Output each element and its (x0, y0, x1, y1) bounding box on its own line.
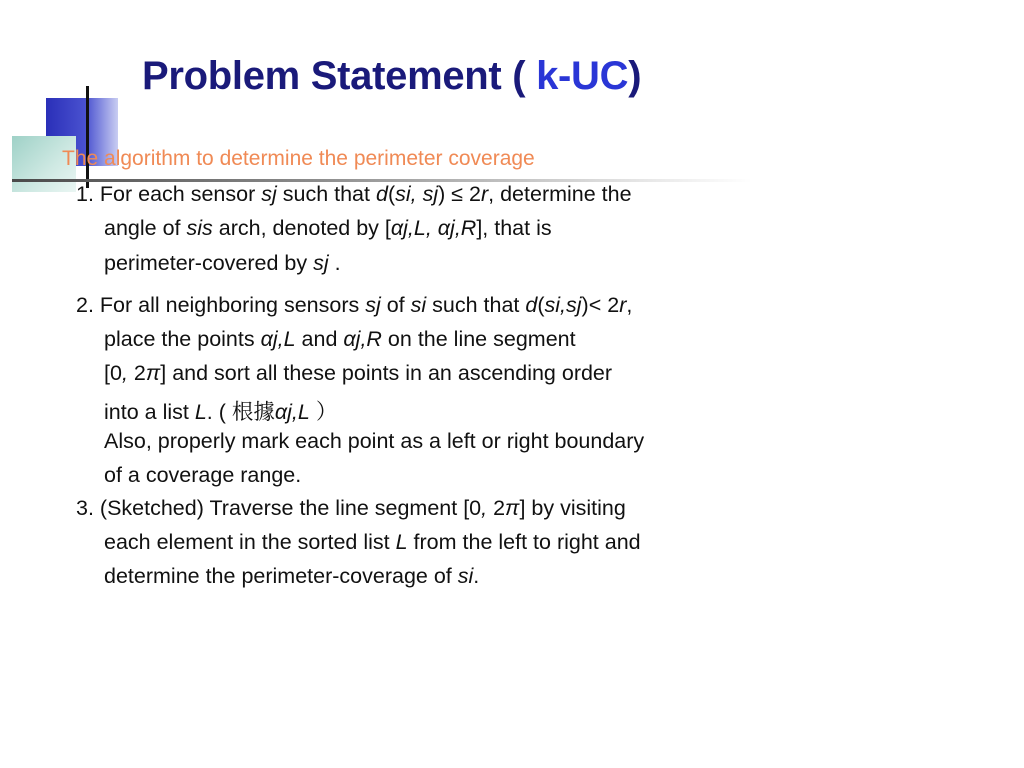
title-main: Problem Statement ( (142, 54, 537, 98)
body-text: such that (276, 182, 376, 206)
title-accent: k-UC (536, 54, 629, 98)
body-text: ] by visiting (519, 496, 626, 520)
math-italic-text: L (194, 400, 207, 424)
math-italic-text: αj,L (260, 327, 296, 351)
math-italic-text: si, sj (395, 182, 439, 206)
math-italic-text: d (525, 293, 538, 317)
math-italic-text: , (121, 361, 134, 385)
math-italic-text: sj (313, 251, 329, 275)
math-italic-text: sj (261, 182, 277, 206)
body-line (104, 564, 479, 589)
body-line (104, 216, 552, 241)
math-italic-text: r (480, 182, 489, 206)
body-text: into a list (104, 400, 195, 424)
math-italic-text: L (395, 530, 408, 554)
math-italic-text: sj (365, 293, 381, 317)
body-text: place the points (104, 327, 261, 351)
body-text: determine the perimeter-coverage of (104, 564, 458, 588)
body-text: . (328, 251, 341, 275)
body-line (76, 496, 626, 521)
body-text: angle of (104, 216, 187, 240)
body-text: , determine the (488, 182, 632, 206)
body-line (104, 463, 301, 488)
title-close: ) (628, 54, 642, 98)
math-italic-text: π (505, 496, 520, 520)
body-text: ] and sort all these points in an ascending order (160, 361, 613, 385)
math-italic-text: d (375, 182, 388, 206)
body-line (104, 327, 576, 352)
body-text: each element in the sorted list (104, 530, 396, 554)
body-text: ( (387, 182, 396, 206)
body-line (104, 395, 337, 426)
body-text: 1. For each sensor (76, 182, 262, 206)
body-text: ) ≤ 2 (438, 182, 481, 206)
body-text: . ( 根據 (206, 400, 275, 424)
body-line (104, 429, 644, 454)
body-text: ], that is (476, 216, 552, 240)
math-italic-text: si (457, 564, 474, 588)
body-text: such that (426, 293, 526, 317)
body-text: arch, denoted by [ (212, 216, 391, 240)
math-italic-text: si,sj (544, 293, 582, 317)
body-text: on the line segment (381, 327, 576, 351)
body-text: . (473, 564, 480, 588)
math-italic-text: αj,R (343, 327, 382, 351)
math-italic-text: αj,L, αj,R (390, 216, 477, 240)
body-line (104, 251, 341, 276)
body-text: and (295, 327, 344, 351)
math-italic-text: , (481, 496, 488, 520)
body-text: from the left to right and (407, 530, 641, 554)
body-text: )< 2 (581, 293, 620, 317)
body-text: 2 (487, 496, 506, 520)
math-italic-text: sis (186, 216, 213, 240)
body-text: of a coverage range. (104, 463, 302, 487)
body-text: , (626, 293, 633, 317)
slide-subtitle: The algorithm to determine the perimeter coverage (62, 147, 535, 170)
body-text: ） (309, 400, 338, 424)
body-line (104, 361, 612, 386)
body-text: 2 (133, 361, 146, 385)
body-line (76, 182, 632, 207)
body-text: ( (537, 293, 545, 317)
body-text: of (380, 293, 411, 317)
body-line (76, 293, 632, 318)
body-text: 2. For all neighboring sensors (76, 293, 366, 317)
slide-title (142, 54, 641, 99)
body-text: 3. (Sketched) Traverse the line segment [0 (76, 496, 482, 520)
body-text: perimeter-covered by (104, 251, 314, 275)
body-line (104, 530, 641, 555)
body-text: Also, properly mark each point as a left or right boundary (104, 429, 645, 453)
math-italic-text: si (410, 293, 427, 317)
decorative-vertical-line (86, 86, 89, 188)
math-italic-text: αj,L (274, 400, 310, 424)
math-italic-text: π (145, 361, 161, 385)
math-italic-text: r (619, 293, 627, 317)
body-text: [0 (104, 361, 122, 385)
